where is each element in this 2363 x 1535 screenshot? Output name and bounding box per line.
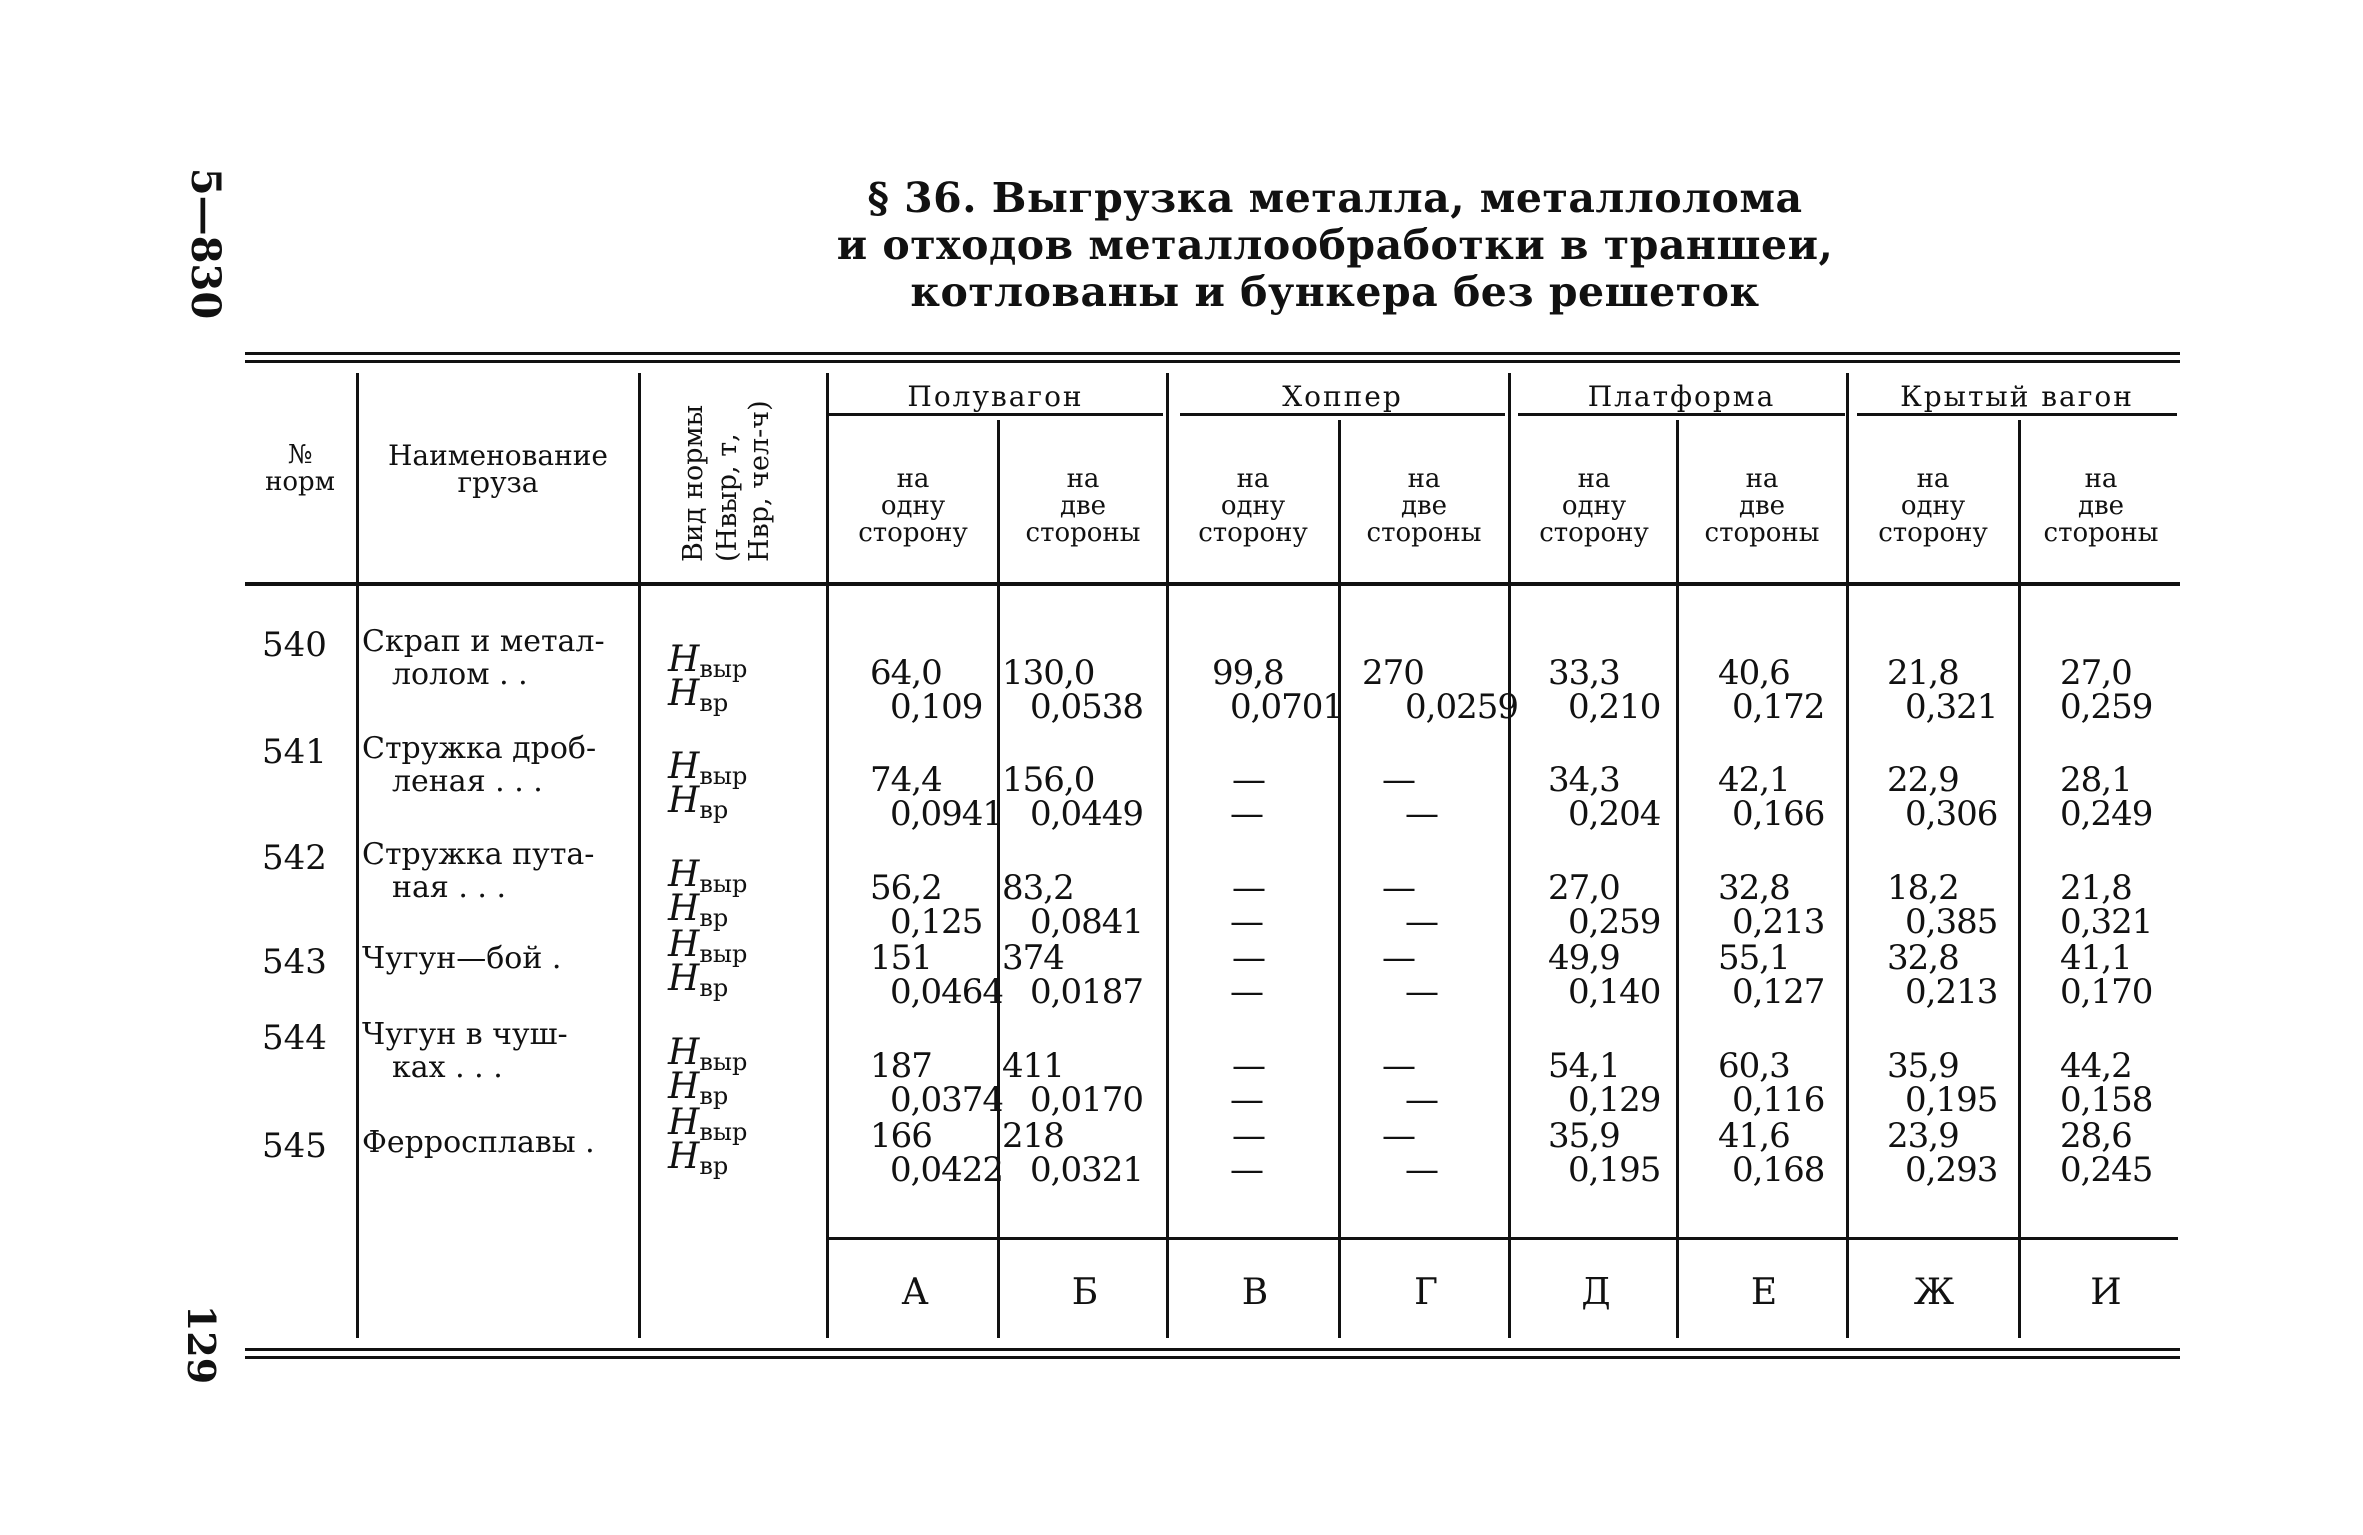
value-vyr: 187 <box>870 1046 932 1086</box>
bottom-rule-2 <box>245 1356 2180 1359</box>
value-vr: 0,195 <box>1568 1150 1661 1190</box>
top-rule-2 <box>245 360 2180 363</box>
value-vyr: 21,8 <box>1887 653 1959 693</box>
value-vyr: 54,1 <box>1548 1046 1620 1086</box>
column-letter: Д <box>1581 1272 1611 1313</box>
dash-cell: — <box>1382 1116 1416 1156</box>
group-rule-2 <box>1180 413 1505 416</box>
norm-type-vr: $Н_{вр}$ <box>668 780 729 824</box>
value-vyr: 270 <box>1362 653 1424 693</box>
value-vr: 0,321 <box>1905 687 1998 727</box>
norm-type-vr: $Н_{вр}$ <box>668 958 729 1002</box>
page-code: 5—830 <box>182 167 230 320</box>
cargo-name: Чугун в чуш- ках . . . <box>362 1017 568 1085</box>
value-vyr: 22,9 <box>1887 760 1959 800</box>
value-vyr: 56,2 <box>870 868 942 908</box>
dash-cell: — <box>1382 868 1416 908</box>
value-vr: 0,0701 <box>1230 687 1343 727</box>
value-vr: 0,259 <box>1568 902 1661 942</box>
subheader-two-sides: на две стороны <box>2043 464 2159 548</box>
cargo-name: Стружка пута- ная . . . <box>362 837 595 905</box>
norm-type-vyr: $Н_{выр}$ <box>668 1102 748 1146</box>
value-vr: 0,0422 <box>890 1150 1003 1190</box>
value-vyr: 32,8 <box>1887 938 1959 978</box>
norm-number: 544 <box>262 1018 327 1058</box>
value-vyr: 44,2 <box>2060 1046 2132 1086</box>
column-letter: Е <box>1750 1272 1778 1313</box>
dash-cell: — <box>1232 868 1266 908</box>
group-covered-wagon: Крытый вагон <box>1900 380 2134 413</box>
top-rule-1 <box>245 352 2180 355</box>
value-vyr: 35,9 <box>1548 1116 1620 1156</box>
value-vyr: 41,1 <box>2060 938 2132 978</box>
dash-cell: — <box>1230 1080 1264 1120</box>
subheader-two-sides: на две стороны <box>1025 464 1141 548</box>
header-vid-2: (Нвыр, т, <box>712 433 743 562</box>
value-vr: 0,213 <box>1905 972 1998 1012</box>
dash-cell: — <box>1232 1046 1266 1086</box>
col-divider-3 <box>826 373 829 1338</box>
value-vr: 0,116 <box>1732 1080 1825 1120</box>
cargo-name: Стружка дроб- леная . . . <box>362 731 597 799</box>
value-vr: 0,204 <box>1568 794 1661 834</box>
col-divider-4 <box>997 420 1000 1338</box>
value-vr: 0,127 <box>1732 972 1825 1012</box>
dash-cell: — <box>1405 902 1439 942</box>
value-vyr: 74,4 <box>870 760 942 800</box>
header-vid-1: Вид нормы <box>678 404 709 562</box>
dash-cell: — <box>1405 1080 1439 1120</box>
value-vr: 0,0374 <box>890 1080 1003 1120</box>
dash-cell: — <box>1232 938 1266 978</box>
value-vr: 0,259 <box>2060 687 2153 727</box>
value-vr: 0,0187 <box>1030 972 1143 1012</box>
norm-type-vr: $Н_{вр}$ <box>668 1136 729 1180</box>
header-name: Наименование груза <box>388 439 608 499</box>
col-divider-1 <box>356 373 359 1338</box>
value-vr: 0,158 <box>2060 1080 2153 1120</box>
col-divider-2 <box>638 373 641 1338</box>
cargo-name: Ферросплавы . <box>362 1125 595 1160</box>
value-vr: 0,129 <box>1568 1080 1661 1120</box>
dash-cell: — <box>1232 1116 1266 1156</box>
column-letter: А <box>901 1272 929 1313</box>
dash-cell: — <box>1405 794 1439 834</box>
norm-number: 543 <box>262 942 327 982</box>
header-no: № норм <box>265 440 335 497</box>
value-vyr: 156,0 <box>1002 760 1095 800</box>
dash-cell: — <box>1230 972 1264 1012</box>
group-platform: Платформа <box>1587 380 1776 413</box>
header-vid-3: Нвр, чел-ч) <box>744 400 775 562</box>
title-line-1: § 36. Выгрузка металла, металлолома <box>867 174 1803 222</box>
value-vyr: 33,3 <box>1548 653 1620 693</box>
value-vyr: 42,1 <box>1718 760 1790 800</box>
value-vyr: 23,9 <box>1887 1116 1959 1156</box>
value-vyr: 83,2 <box>1002 868 1074 908</box>
dash-cell: — <box>1230 1150 1264 1190</box>
value-vr: 0,0170 <box>1030 1080 1143 1120</box>
value-vyr: 411 <box>1002 1046 1064 1086</box>
value-vr: 0,385 <box>1905 902 1998 942</box>
value-vr: 0,0449 <box>1030 794 1143 834</box>
dash-cell: — <box>1382 1046 1416 1086</box>
header-rule <box>245 582 2180 586</box>
value-vr: 0,306 <box>1905 794 1998 834</box>
value-vyr: 35,9 <box>1887 1046 1959 1086</box>
group-hopper: Хоппер <box>1282 380 1403 413</box>
norm-type-vr: $Н_{вр}$ <box>668 673 729 717</box>
norm-number: 545 <box>262 1126 327 1166</box>
value-vr: 0,140 <box>1568 972 1661 1012</box>
bottom-rule-1 <box>245 1348 2180 1351</box>
cargo-name: Скрап и метал- лолом . . <box>362 624 605 692</box>
value-vr: 0,166 <box>1732 794 1825 834</box>
norm-number: 541 <box>262 732 327 772</box>
value-vyr: 49,9 <box>1548 938 1620 978</box>
group-rule-1 <box>828 413 1163 416</box>
group-poluvagon: Полувагон <box>907 380 1084 413</box>
col-divider-5 <box>1166 373 1169 1338</box>
value-vyr: 41,6 <box>1718 1116 1790 1156</box>
letters-rule <box>828 1237 2178 1240</box>
column-letter: В <box>1241 1272 1269 1313</box>
value-vyr: 27,0 <box>1548 868 1620 908</box>
value-vyr: 60,3 <box>1718 1046 1790 1086</box>
norm-type-vyr: $Н_{выр}$ <box>668 854 748 898</box>
value-vr: 0,0941 <box>890 794 1003 834</box>
column-letter: И <box>2090 1272 2122 1313</box>
dash-cell: — <box>1405 972 1439 1012</box>
value-vr: 0,249 <box>2060 794 2153 834</box>
subheader-one-side: на одну сторону <box>1198 464 1308 548</box>
value-vr: 0,245 <box>2060 1150 2153 1190</box>
col-divider-10 <box>2018 420 2021 1338</box>
norm-number: 540 <box>262 625 327 665</box>
value-vr: 0,0464 <box>890 972 1003 1012</box>
norm-type-vyr: $Н_{выр}$ <box>668 746 748 790</box>
norm-type-vr: $Н_{вр}$ <box>668 1066 729 1110</box>
dash-cell: — <box>1405 1150 1439 1190</box>
col-divider-6 <box>1338 420 1341 1338</box>
value-vr: 0,293 <box>1905 1150 1998 1190</box>
value-vyr: 166 <box>870 1116 932 1156</box>
page-number: 129 <box>179 1304 225 1385</box>
value-vyr: 18,2 <box>1887 868 1959 908</box>
subheader-two-sides: на две стороны <box>1704 464 1820 548</box>
value-vyr: 218 <box>1002 1116 1064 1156</box>
dash-cell: — <box>1230 794 1264 834</box>
value-vyr: 130,0 <box>1002 653 1095 693</box>
norm-type-vyr: $Н_{выр}$ <box>668 639 748 683</box>
col-divider-8 <box>1676 420 1679 1338</box>
value-vr: 0,0259 <box>1405 687 1518 727</box>
value-vyr: 151 <box>870 938 932 978</box>
value-vyr: 374 <box>1002 938 1064 978</box>
subheader-one-side: на одну сторону <box>1539 464 1649 548</box>
value-vr: 0,195 <box>1905 1080 1998 1120</box>
subheader-one-side: на одну сторону <box>1878 464 1988 548</box>
value-vr: 0,321 <box>2060 902 2153 942</box>
value-vr: 0,170 <box>2060 972 2153 1012</box>
subheader-two-sides: на две стороны <box>1366 464 1482 548</box>
value-vr: 0,125 <box>890 902 983 942</box>
subheader-one-side: на одну сторону <box>858 464 968 548</box>
value-vyr: 99,8 <box>1212 653 1284 693</box>
value-vyr: 28,6 <box>2060 1116 2132 1156</box>
column-letter: Г <box>1414 1272 1438 1313</box>
page-title <box>600 175 2070 316</box>
value-vyr: 21,8 <box>2060 868 2132 908</box>
value-vr: 0,0321 <box>1030 1150 1143 1190</box>
norm-type-vyr: $Н_{выр}$ <box>668 924 748 968</box>
value-vyr: 27,0 <box>2060 653 2132 693</box>
value-vr: 0,213 <box>1732 902 1825 942</box>
group-rule-3 <box>1518 413 1845 416</box>
title-line-2: и отходов металлообработки в траншеи, <box>836 221 1834 269</box>
value-vr: 0,172 <box>1732 687 1825 727</box>
value-vr: 0,168 <box>1732 1150 1825 1190</box>
cargo-name: Чугун—бой . <box>362 941 562 976</box>
title-line-3: котлованы и бункера без решеток <box>910 268 1760 316</box>
column-letter: Б <box>1071 1272 1099 1313</box>
value-vyr: 32,8 <box>1718 868 1790 908</box>
norm-type-vr: $Н_{вр}$ <box>668 888 729 932</box>
value-vr: 0,0538 <box>1030 687 1143 727</box>
value-vr: 0,0841 <box>1030 902 1143 942</box>
group-rule-4 <box>1857 413 2177 416</box>
value-vyr: 28,1 <box>2060 760 2132 800</box>
norm-type-vyr: $Н_{выр}$ <box>668 1032 748 1076</box>
value-vyr: 55,1 <box>1718 938 1790 978</box>
value-vyr: 64,0 <box>870 653 942 693</box>
value-vyr: 34,3 <box>1548 760 1620 800</box>
value-vr: 0,210 <box>1568 687 1661 727</box>
dash-cell: — <box>1230 902 1264 942</box>
dash-cell: — <box>1382 760 1416 800</box>
norm-number: 542 <box>262 838 327 878</box>
value-vr: 0,109 <box>890 687 983 727</box>
value-vyr: 40,6 <box>1718 653 1790 693</box>
dash-cell: — <box>1382 938 1416 978</box>
column-letter: Ж <box>1913 1272 1955 1313</box>
dash-cell: — <box>1232 760 1266 800</box>
